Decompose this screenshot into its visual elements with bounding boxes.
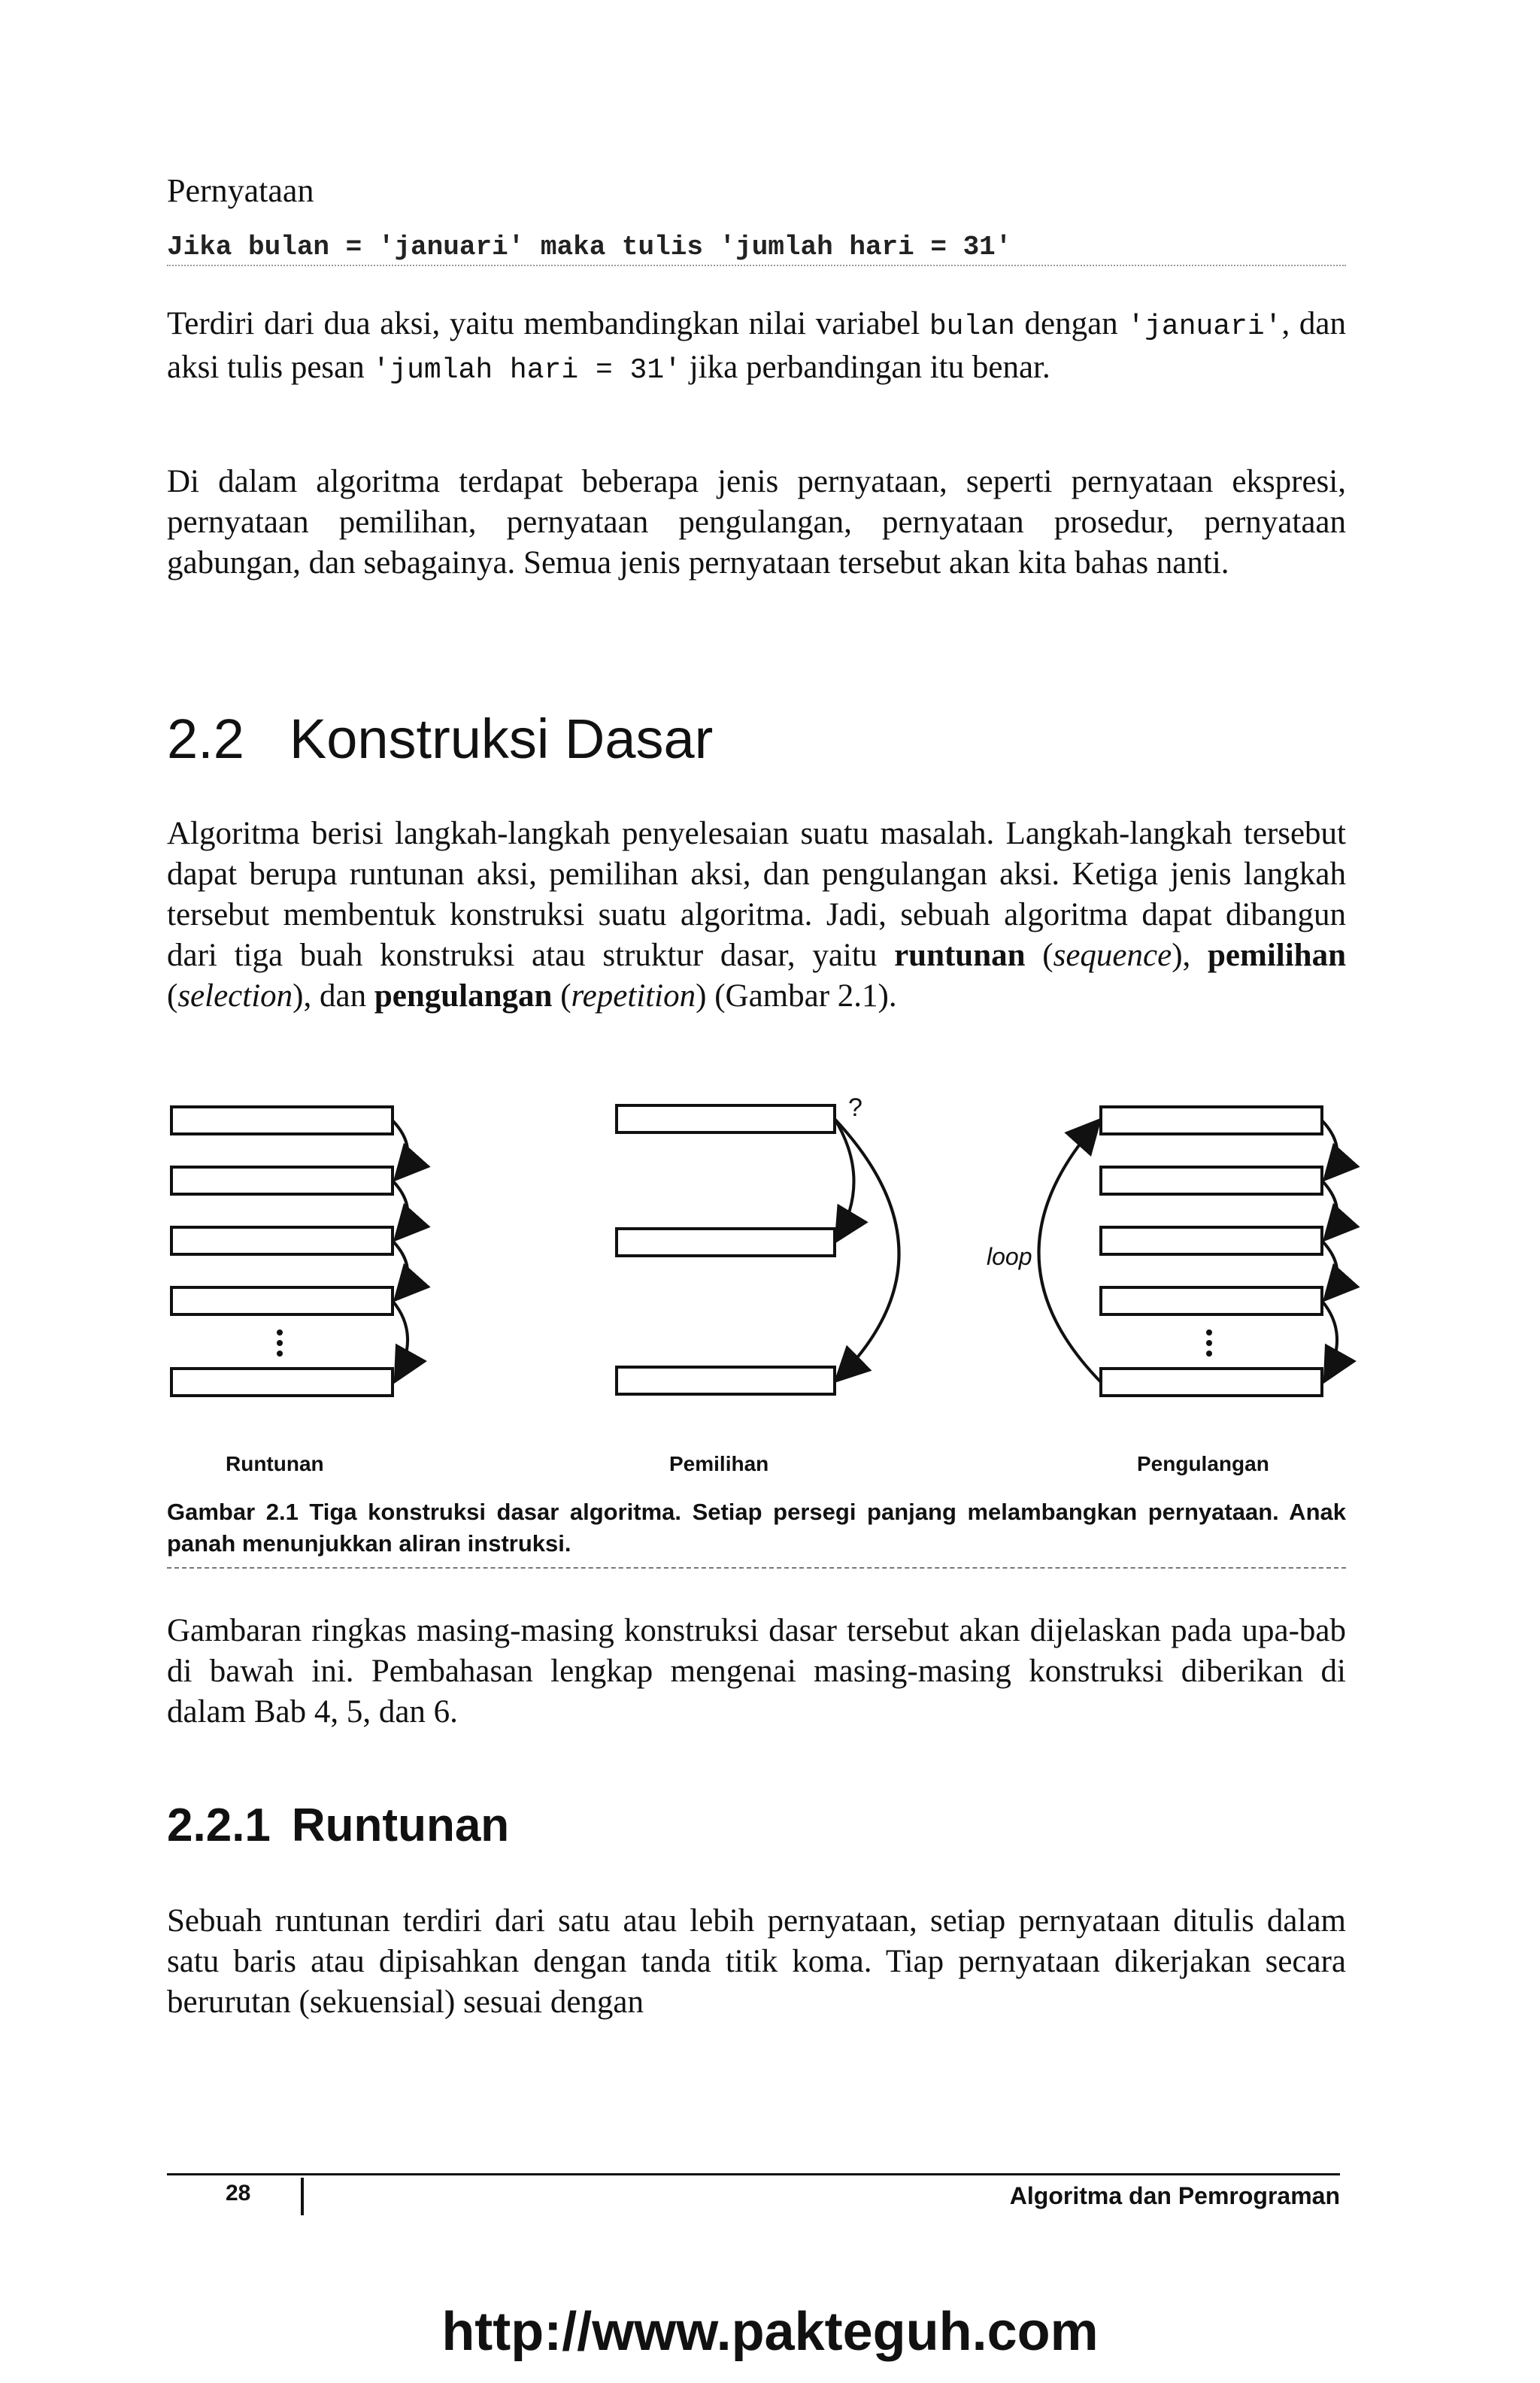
pengulangan-loop-arrow xyxy=(1038,1120,1101,1382)
label-pengulangan: Pengulangan xyxy=(1137,1452,1269,1475)
runtunan-arrow-1 xyxy=(393,1120,408,1179)
pengulangan-arrow-1 xyxy=(1322,1120,1337,1179)
website-url[interactable]: http://www.pakteguh.com xyxy=(441,2302,1099,2362)
runtunan-arrow-2 xyxy=(393,1181,408,1239)
pengulangan-arrow-4 xyxy=(1322,1301,1337,1381)
pemilihan-arrow-long xyxy=(835,1119,899,1381)
loop-label: loop xyxy=(987,1243,1032,1270)
section-heading: 2.2 Konstruksi Dasar xyxy=(167,708,714,770)
paragraph-1: Terdiri dari dua aksi, yaitu membandingkan nilai variabel bulan dengan 'januari', dan aksi tulis pesan 'jumlah hari = 31' jika perbandingan itu benar. xyxy=(167,306,1346,387)
page-number: 28 xyxy=(226,2181,251,2206)
pengulangan-box-5 xyxy=(1101,1369,1322,1396)
paragraph-2: Di dalam algoritma terdapat beberapa jenis pernyataan, seperti pernyataan ekspresi, pernyataan pemilihan, pernyataan pengulangan, pernyataan prosedur, pernyataan gabungan, dan sebagainya. Semua jenis pernyataan tersebut akan kita bahas nanti. xyxy=(167,464,1346,581)
code-underline xyxy=(167,265,1346,266)
paragraph-3: Algoritma berisi langkah-langkah penyelesaian suatu masalah. Langkah-langkah tersebut dapat berupa runtunan aksi, pemilihan aksi, dan pengulangan aksi. Ketiga jenis langkah tersebut membentuk konstruksi suatu algoritma. Jadi, sebuah algoritma dapat dibangun dari tiga buah konstruksi atau struktur dasar, yaitu runtunan (sequence), pemilihan (selection), dan pengulangan (repetition) (Gambar 2.1). xyxy=(167,816,1346,1014)
pemilihan-box-1 xyxy=(617,1105,835,1132)
runtunan-box-1 xyxy=(171,1107,393,1134)
runtunan-box-2 xyxy=(171,1167,393,1194)
caption-rule xyxy=(167,1567,1346,1569)
pengulangan-box-4 xyxy=(1101,1287,1322,1314)
footer-rule xyxy=(167,2173,1340,2175)
figure-caption: Gambar 2.1 Tiga konstruksi dasar algoritma. Setiap persegi panjang melambangkan pernyataan. Anak panah menunjukkan aliran instruksi. xyxy=(167,1499,1346,1557)
runtunan-arrow-3 xyxy=(393,1241,408,1299)
pemilihan-box-3 xyxy=(617,1367,835,1394)
book-title: Algoritma dan Pemrograman xyxy=(1009,2182,1340,2209)
pengulangan-box-3 xyxy=(1101,1227,1322,1254)
runtunan-box-3 xyxy=(171,1227,393,1254)
subsection-heading: 2.2.1 Runtunan xyxy=(167,1799,510,1851)
code-example: Jika bulan = 'januari' maka tulis 'jumlah hari = 31' xyxy=(167,232,1012,262)
label-pemilihan: Pemilihan xyxy=(669,1452,769,1475)
figure-constructs xyxy=(0,1068,1540,1489)
pengulangan-box-2 xyxy=(1101,1167,1322,1194)
pengulangan-arrow-3 xyxy=(1322,1241,1337,1299)
section-label: Pernyataan xyxy=(167,172,314,209)
pengulangan-box-1 xyxy=(1101,1107,1322,1134)
footer-divider xyxy=(301,2178,304,2215)
runtunan-box-4 xyxy=(171,1287,393,1314)
runtunan-arrow-4 xyxy=(393,1301,408,1381)
label-runtunan: Runtunan xyxy=(226,1452,324,1475)
pengulangan-arrow-2 xyxy=(1322,1181,1337,1239)
question-mark: ? xyxy=(848,1093,862,1122)
paragraph-4: Gambaran ringkas masing-masing konstruksi dasar tersebut akan dijelaskan pada upa-bab di bawah ini. Pembahasan lengkap mengenai masing-masing konstruksi diberikan di dalam Bab 4, 5, dan 6. xyxy=(167,1613,1346,1730)
paragraph-5: Sebuah runtunan terdiri dari satu atau lebih pernyataan, setiap pernyataan ditulis dalam satu baris atau dipisahkan dengan tanda titik koma. Tiap pernyataan dikerjakan secara berurutan (sekuensial) sesuai dengan xyxy=(167,1903,1346,2020)
pemilihan-box-2 xyxy=(617,1229,835,1256)
runtunan-box-5 xyxy=(171,1369,393,1396)
